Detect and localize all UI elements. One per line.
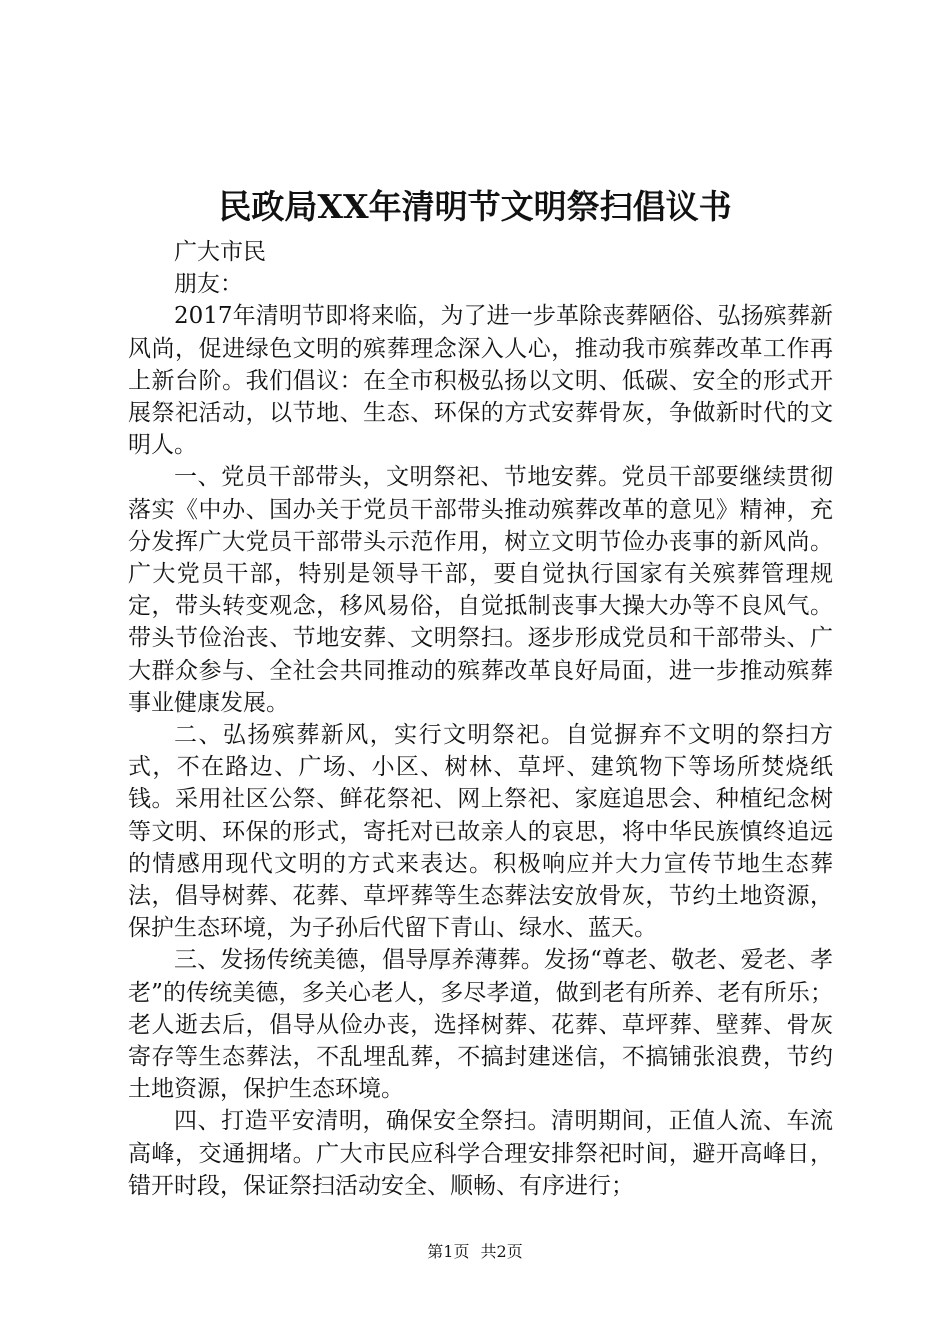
salutation-line-2: 朋友： xyxy=(174,271,243,298)
page-number-total: 共2页 xyxy=(480,1242,523,1261)
page-number-current: 第1页 xyxy=(427,1242,470,1261)
page-footer xyxy=(0,1240,950,1264)
paragraph-section-4: 四、打造平安清明，确保安全祭扫。清明期间，正值人流、车流高峰，交通拥堵。广大市民应科学合理安排祭祀时间，避开高峰日，错开时段，保证祭扫活动安全、顺畅、有序进行； xyxy=(128,1108,833,1199)
document-body xyxy=(128,236,833,1202)
document-title: 民政局XX年清明节文明祭扫倡议书 xyxy=(218,187,732,226)
salutation-line-1: 广大市民 xyxy=(174,239,266,265)
paragraph-section-1: 一、党员干部带头，文明祭祀、节地安葬。党员干部要继续贯彻落实《中办、国办关于党员干部带头推动殡葬改革的意见》精神，充分发挥广大党员干部带头示范作用，树立文明节俭办丧事的新风尚。广大党员干部，特别是领导干部，要自觉执行国家有关殡葬管理规定，带头转变观念，移风易俗，自觉抵制丧事大操大办等不良风气。带头节俭治丧、节地安葬、文明祭扫。逐步形成党员和干部带头、广大群众参与、全社会共同推动的殡葬改革良好局面，进一步推动殡葬事业健康发展。 xyxy=(128,464,833,716)
paragraph-section-3: 三、发扬传统美德，倡导厚养薄葬。发扬“尊老、敬老、爱老、孝老”的传统美德，多关心老人，多尽孝道，做到老有所养、老有所乐；老人逝去后，倡导从俭办丧，选择树葬、花葬、草坪葬、壁葬、骨灰寄存等生态葬法，不乱埋乱葬，不搞封建迷信，不搞铺张浪费，节约土地资源，保护生态环境。 xyxy=(128,947,833,1103)
paragraph-intro: 2017年清明节即将来临，为了进一步革除丧葬陋俗、弘扬殡葬新风尚，促进绿色文明的殡葬理念深入人心，推动我市殡葬改革工作再上新台阶。我们倡议：在全市积极弘扬以文明、低碳、安全的形式开展祭祀活动，以节地、生态、环保的方式安葬骨灰，争做新时代的文明人。 xyxy=(128,303,833,459)
paragraph-section-2: 二、弘扬殡葬新风，实行文明祭祀。自觉摒弃不文明的祭扫方式，不在路边、广场、小区、树林、草坪、建筑物下等场所焚烧纸钱。采用社区公祭、鲜花祭祀、网上祭祀、家庭追思会、种植纪念树等文明、环保的形式，寄托对已故亲人的哀思，将中华民族慎终追远的情感用现代文明的方式来表达。积极响应并大力宣传节地生态葬法，倡导树葬、花葬、草坪葬等生态葬法安放骨灰，节约土地资源，保护生态环境，为子孙后代留下青山、绿水、蓝天。 xyxy=(128,722,833,942)
